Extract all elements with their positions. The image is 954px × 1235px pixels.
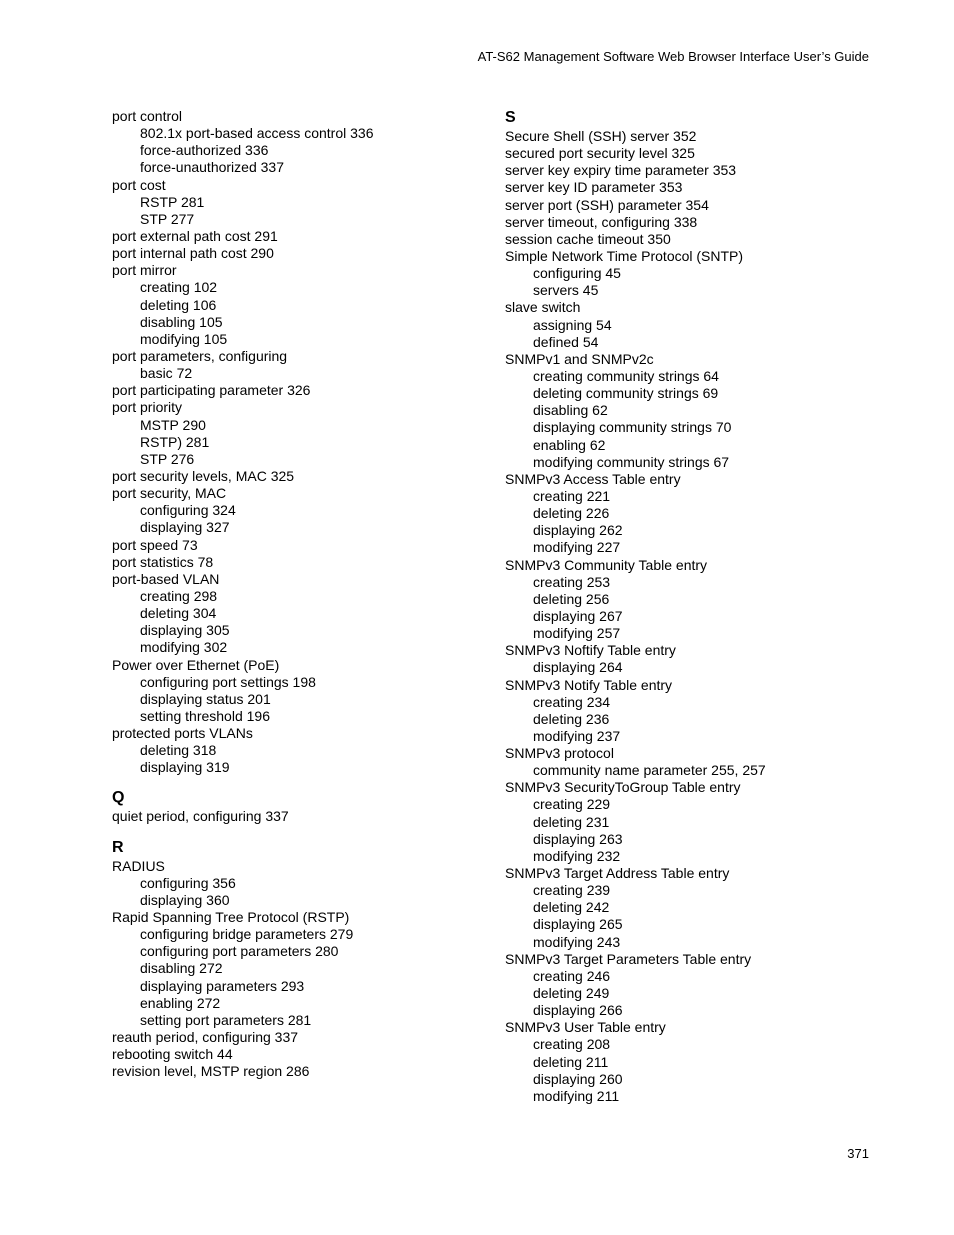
index-entry: port internal path cost 290 [112,245,274,262]
index-subentry: RSTP) 281 [140,433,210,450]
index-subentry: defined 54 [533,333,599,350]
index-subentry: force-unauthorized 337 [140,159,284,176]
index-subentry: deleting 242 [533,899,610,916]
index-subentry: displaying 260 [533,1070,623,1087]
index-subentry: RSTP 281 [140,193,205,210]
index-entry: port security, MAC [112,485,227,502]
index-subentry: displaying 319 [140,759,230,776]
index-subentry: displaying 263 [533,830,623,847]
index-entry: reauth period, configuring 337 [112,1029,299,1046]
index-subentry: assigning 54 [533,316,612,333]
index-entry: revision level, MSTP region 286 [112,1063,310,1080]
index-entry: SNMPv1 and SNMPv2c [505,350,654,367]
index-entry: server key expiry time parameter 353 [505,162,737,179]
index-entry: SNMPv3 Notify Table entry [505,676,673,693]
index-subentry: displaying community strings 70 [533,419,732,436]
index-entry: slave switch [505,299,581,316]
index-subentry: servers 45 [533,282,599,299]
index-subentry: configuring 45 [533,265,621,282]
index-entry: Secure Shell (SSH) server 352 [505,128,697,144]
index-subentry: creating 234 [533,693,611,710]
index-entry: port statistics 78 [112,553,214,570]
index-entry: SNMPv3 Access Table entry [505,470,681,487]
index-entry: server key ID parameter 353 [505,179,683,196]
index-entry: port speed 73 [112,536,198,553]
page-number: 371 [847,1146,869,1161]
index-subentry: displaying 264 [533,659,623,676]
index-entry: rebooting switch 44 [112,1046,233,1063]
index-section-letter: Q [112,789,125,807]
index-subentry: creating 229 [533,796,611,813]
index-subentry: configuring port settings 198 [140,673,316,690]
index-subentry: creating 239 [533,882,611,899]
index-subentry: setting port parameters 281 [140,1011,312,1028]
index-subentry: deleting 236 [533,710,610,727]
index-subentry: deleting 256 [533,590,610,607]
index-subentry: creating 208 [533,1036,611,1053]
index-entry: SNMPv3 Target Address Table entry [505,865,730,882]
index-subentry: creating 246 [533,967,611,984]
index-subentry: modifying 302 [140,639,228,656]
index-subentry: displaying 265 [533,916,623,933]
index-subentry: modifying 243 [533,933,621,950]
index-subentry: modifying 211 [533,1087,620,1104]
index-entry: SNMPv3 Target Parameters Table entry [505,950,752,967]
index-entry: port mirror [112,262,177,279]
index-subentry: disabling 105 [140,313,223,330]
index-subentry: modifying 227 [533,539,621,556]
index-entry: port security levels, MAC 325 [112,467,295,484]
index-subentry: community name parameter 255, 257 [533,762,766,779]
index-column-right [505,108,835,1105]
index-section-letter: R [112,838,124,856]
index-subentry: enabling 62 [533,436,606,453]
index-subentry: configuring 324 [140,502,236,519]
index-subentry: modifying 257 [533,625,621,642]
index-subentry: deleting 318 [140,742,217,759]
index-subentry: displaying 327 [140,519,230,536]
index-subentry: deleting 231 [533,813,610,830]
index-entry: protected ports VLANs [112,725,253,742]
index-subentry: enabling 272 [140,994,221,1011]
index-subentry: creating 298 [140,587,218,604]
index-subentry: setting threshold 196 [140,707,270,724]
index-subentry: basic 72 [140,365,193,382]
index-entry: SNMPv3 Noftify Table entry [505,642,676,659]
index-subentry: displaying 266 [533,1002,623,1019]
index-subentry: disabling 62 [533,402,608,419]
index-entry: secured port security level 325 [505,145,695,162]
index-subentry: configuring port parameters 280 [140,943,339,960]
index-subentry: deleting 211 [533,1053,609,1070]
index-entry: Power over Ethernet (PoE) [112,656,280,673]
index-subentry: displaying parameters 293 [140,977,305,994]
running-header: AT-S62 Management Software Web Browser Interface User’s Guide [477,49,869,64]
index-entry: SNMPv3 SecurityToGroup Table entry [505,779,741,796]
index-subentry: displaying 267 [533,607,623,624]
index-entry: SNMPv3 User Table entry [505,1019,666,1036]
index-entry: SNMPv3 protocol [505,745,614,762]
index-entry: port external path cost 291 [112,227,278,244]
index-entry: server port (SSH) parameter 354 [505,196,709,213]
index-subentry: STP 276 [140,450,195,467]
index-column-left [112,108,442,1080]
index-subentry: creating 253 [533,573,611,590]
index-subentry: STP 277 [140,210,195,227]
index-entry: port control [112,108,183,124]
index-entry: Simple Network Time Protocol (SNTP) [505,247,744,264]
index-entry: quiet period, configuring 337 [112,808,289,825]
index-entry: port participating parameter 326 [112,382,311,399]
index-subentry: creating 102 [140,279,218,296]
index-subentry: deleting community strings 69 [533,385,719,402]
index-entry: RADIUS [112,857,165,874]
index-entry: port parameters, configuring [112,347,288,364]
index-subentry: MSTP 290 [140,416,206,433]
index-entry: Rapid Spanning Tree Protocol (RSTP) [112,909,350,926]
index-entry: port priority [112,399,183,416]
index-subentry: force-authorized 336 [140,142,269,159]
index-subentry: configuring 356 [140,874,236,891]
index-subentry: 802.1x port-based access control 336 [140,125,374,142]
index-entry: session cache timeout 350 [505,230,671,247]
index-subentry: displaying 360 [140,891,230,908]
index-subentry: creating community strings 64 [533,367,719,384]
index-subentry: modifying 105 [140,330,228,347]
index-entry: SNMPv3 Community Table entry [505,556,708,573]
index-subentry: displaying 262 [533,522,623,539]
index-subentry: creating 221 [533,487,611,504]
index-entry: server timeout, configuring 338 [505,213,698,230]
index-subentry: displaying 305 [140,622,230,639]
index-subentry: modifying 232 [533,847,621,864]
index-subentry: modifying community strings 67 [533,453,730,470]
index-entry: port-based VLAN [112,570,220,587]
index-entry: port cost [112,176,166,193]
index-subentry: deleting 106 [140,296,217,313]
index-subentry: modifying 237 [533,727,621,744]
index-subentry: deleting 226 [533,505,610,522]
index-section-letter: S [505,109,516,126]
index-subentry: deleting 249 [533,985,610,1002]
index-subentry: displaying status 201 [140,690,271,707]
index-subentry: disabling 272 [140,960,223,977]
index-subentry: configuring bridge parameters 279 [140,926,354,943]
index-subentry: deleting 304 [140,605,217,622]
